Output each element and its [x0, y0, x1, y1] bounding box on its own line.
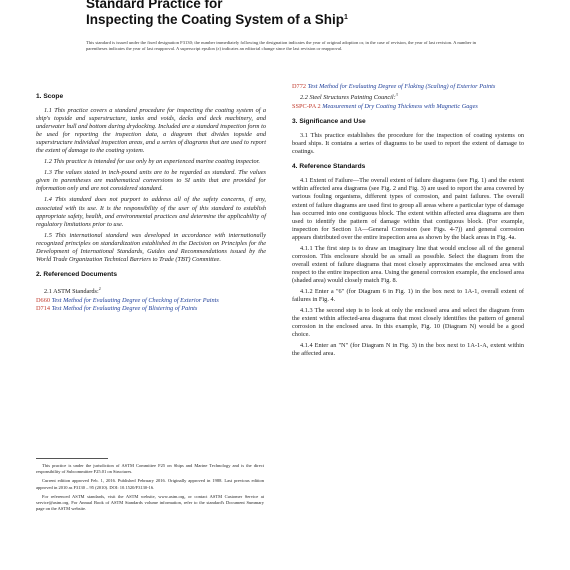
right-column	[292, 83, 524, 361]
reference-standards-paragraph: 4.1 Extent of Failure—The overall extent of failure diagrams (see Fig. 1) and the extent within affected area diagrams (see Fig. 2 and Fig. 3) are used to report the area covered by various fouling organisms, different types of corrosion, and paint failures. The overall extent of failure diagrams are used first to group all areas where a particular type of damage has occurred into one contiguous block. The extent within affected area diagrams are then used to identify the pattern of damage within that contiguous block. (For example, inspection for Section 1A—General Corrosion (see Figs. 4-7)) and general corrosion appears distributed over the entire inspection area as shown by the black areas in Fig. 4a.	[292, 177, 524, 241]
footnotes	[36, 463, 264, 515]
designation-note: This standard is issued under the fixed designation F3130; the number immediately following the designation indicates the year of original adoption or, in the case of revision, the year of last revision. A number in parentheses indicates the year of last reapproval. A superscript epsilon (ε) indicates an editorial change since the last revision or reapproval.	[86, 40, 477, 52]
reference-standards-paragraph: 4.1.3 The second step is to look at only the enclosed area and select the diagram from the extent within affected-area diagrams that most closely identifies the pattern of general corrosion in the enclosed area. In this example, Fig. 10 (Diagram N) would be a good choice.	[292, 307, 524, 339]
scope-heading: 1. Scope	[36, 93, 64, 100]
reference-title[interactable]: Test Method for Evaluating Degree of Blistering of Paints	[51, 305, 198, 313]
reference-entry[interactable]	[292, 83, 524, 91]
title-line-1: Standard Practice for	[86, 0, 223, 11]
astm-standards-subheading	[36, 285, 266, 296]
sspc-label: 2.2 Steel Structures Painting Council:	[300, 94, 396, 102]
reference-title[interactable]: Test Method for Evaluating Degree of Checking of Exterior Paints	[51, 296, 219, 304]
reference-entry[interactable]	[36, 297, 266, 305]
reference-code[interactable]: D772	[292, 83, 306, 90]
title-text: Inspecting the Coating System of a Ship	[86, 12, 345, 27]
title-line-2	[86, 12, 526, 28]
footnote-divider	[36, 458, 108, 459]
scope-paragraph: 1.3 The values stated in inch-pound units are to be regarded as standard. The values given in parentheses are mathematical conversions to SI units that are provided for information only and are not considered standard.	[36, 169, 266, 193]
scope-paragraph: 1.1 This practice covers a standard procedure for inspecting the coating system of a ship's topside and superstructure, tanks and voids, decks and deck machinery, and underwater hull and bottom during drydocking. Included are a standard inspection form to be used for reporting the inspection data, a diagram that divides topside and superstructure individual inspection areas, and a series of diagrams that are used to report the extent of damage to the coating system.	[36, 107, 266, 155]
significance-paragraph: 3.1 This practice establishes the procedure for the inspection of coating systems on board ships. It contains a series of diagrams to be used to report the extent of damage to coatings.	[292, 132, 524, 156]
title-footnote-mark[interactable]: 1	[344, 14, 348, 21]
footnote: This practice is under the jurisdiction of ASTM Committee F25 on Ships and Marine Technology and is the direct responsibility of Subcommittee F25.01 on Structures.	[36, 463, 264, 475]
scope-paragraph: 1.4 This standard does not purport to address all of the safety concerns, if any, associated with its use. It is the responsibility of the user of this standard to establish appropriate safety, health, and environmental practices and determine the applicability of regulatory limitations prior to use.	[36, 196, 266, 228]
astm-standards-label: 2.1 ASTM Standards:	[44, 287, 99, 295]
reference-standards-paragraph: 4.1.1 The first step is to draw an imaginary line that would enclose all of the general corrosion. This enclosure should be as small as possible. Select the diagram from the overall extent of failure diagrams that most closely approximates the enclosed area with respect to the entire inspection area. Using the general corrosion example, the enclosed area (shaded area) would closely match Fig. 8.	[292, 244, 524, 284]
reference-code[interactable]: D714	[36, 305, 50, 313]
scope-paragraph: 1.5 This international standard was developed in accordance with internationally recognized principles on standardization established in the Decision on Principles for the Development of International Standards, Guides and Recommendations issued by the World Trade Organization Technical Barriers to Trade (TBT) Committee.	[36, 231, 266, 263]
reference-title[interactable]: Measurement of Dry Coating Thickness with Magnetic Gages	[322, 103, 478, 111]
scope-paragraph: 1.2 This practice is intended for use only by an experienced marine coating inspector.	[44, 158, 260, 166]
reference-standards-heading: 4. Reference Standards	[292, 163, 366, 171]
footnote-mark[interactable]: 3	[395, 92, 398, 98]
reference-entry[interactable]	[292, 103, 524, 111]
referenced-documents-heading: 2. Referenced Documents	[36, 270, 117, 278]
reference-standards-paragraph: 4.1.2 Enter a "6" (for Diagram 6 in Fig. 1) in the box next to 1A-1, overall extent of failures in Fig. 4.	[292, 287, 524, 304]
significance-heading: 3. Significance and Use	[292, 118, 366, 126]
reference-standards-paragraph: 4.1.4 Enter an "N" (for Diagram N in Fig. 3) in the box next to 1A-1-A, extent within the affected area.	[292, 342, 524, 358]
sspc-subheading	[292, 91, 524, 102]
reference-code[interactable]: D660	[36, 296, 50, 304]
footnote: For referenced ASTM standards, visit the ASTM website, www.astm.org, or contact ASTM Customer Service at service@astm.org. For Annual Book of ASTM Standards volume information, refer to the standard's Document Summary page on the ASTM website.	[36, 493, 264, 512]
document-header	[86, 0, 526, 28]
reference-code[interactable]: SSPC-PA 2	[292, 103, 321, 111]
footnote-mark[interactable]: 2	[98, 285, 101, 291]
footnote: Current edition approved Feb. 1, 2016. Published February 2016. Originally approved in 1988. Last previous edition approved in 2010 as F3130 – 95 (2010). DOI: 10.1520/F3130-16.	[36, 478, 264, 490]
reference-title[interactable]: Test Method for Evaluating Degree of Flaking (Scaling) of Exterior Paints	[307, 83, 496, 90]
reference-entry[interactable]	[36, 305, 266, 313]
left-column	[36, 86, 266, 313]
